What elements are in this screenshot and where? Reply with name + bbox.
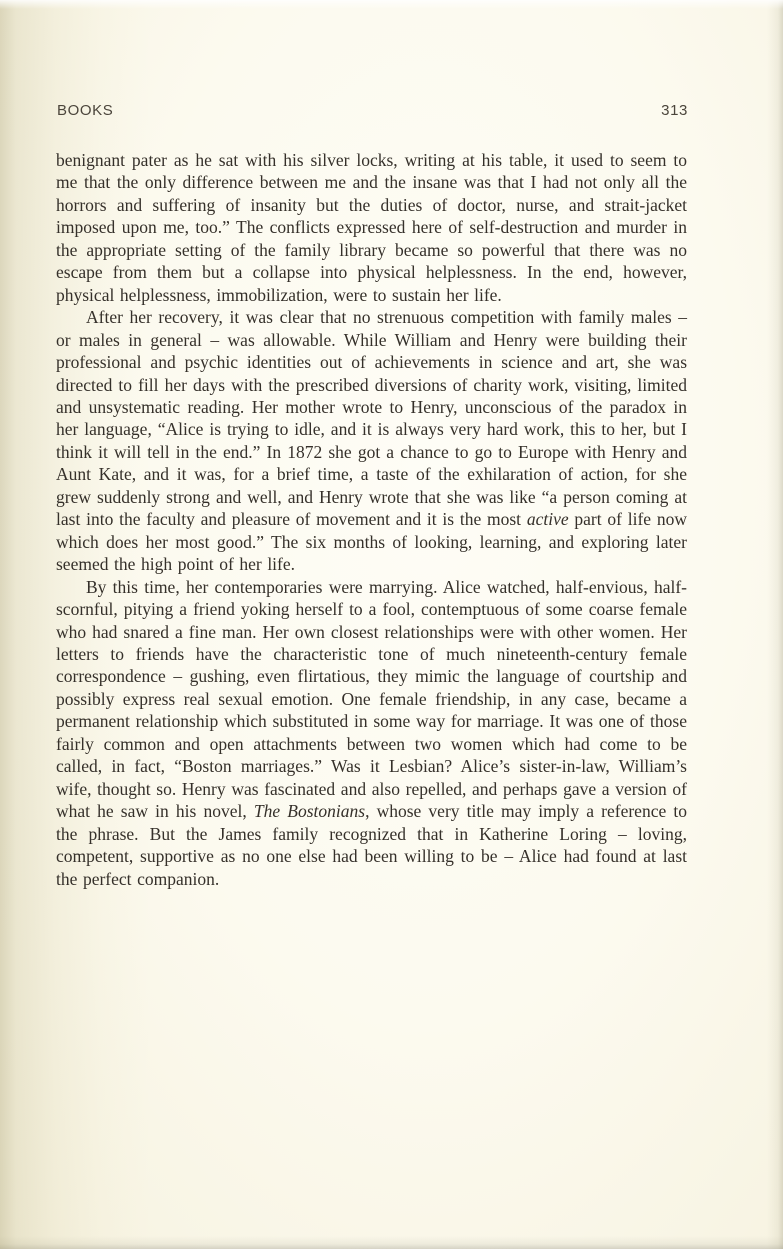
text-segment: benignant pater as he sat with his silver locks, writing at his table, it used to seem to me that the only difference between me and the insane was that I had not only all the horrors and suffering of insanity but the duties of doctor, nurse, and strait-jacket imposed upon me, too.” The conflicts expressed here of self-destruction and murder in the appropriate setting of the family library became so powerful that there was no escape from them but a collapse into physical helplessness. In the end, however, physical helplessness, immobilization, were to sustain her life. — [56, 150, 687, 305]
paragraph-2 — [56, 306, 687, 575]
running-head: BOOKS — [57, 102, 114, 119]
page-header — [57, 102, 688, 119]
text-segment: part of life now which does her most good.” The six months of looking, learning, and exploring later seemed the high point of her life. — [56, 509, 688, 575]
body-text — [56, 149, 687, 890]
text-segment: , whose very title may imply a reference to the phrase. But the James family recognized that in Katherine Loring – loving, competent, supportive as no one else had been willing to be – Alice had found at last the perfect companion. — [56, 801, 687, 889]
paragraph-3 — [56, 576, 687, 890]
text-segment: After her recovery, it was clear that no strenuous competition with family males – or males in general – was allowable. While William and Henry were building their professional and psychic identities out of achievements in science and art, she was directed to fill her days with the prescribed diversions of charity work, visiting, limited and unsystematic reading. Her mother wrote to Henry, unconscious of the paradox in her language, “Alice is trying to idle, and it is always very hard work, this to her, but I think it will tell in the end.” In 1872 she got a chance to go to Europe with Henry and Aunt Kate, and it was, for a brief time, a taste of the exhilaration of action, for she grew suddenly strong and well, and Henry wrote that she was like “a person coming at last into the faculty and pleasure of movement and it is the most — [56, 307, 687, 530]
italic-text-segment: active — [526, 509, 569, 530]
text-segment: By this time, her contemporaries were marrying. Alice watched, half-envious, half-scornful, pitying a friend yoking herself to a fool, contemptuous of some coarse female who had snared a fine man. Her own closest relationships were with other women. Her letters to friends have the characteristic tone of much nineteenth-century female correspondence – gushing, even flirtatious, they mimic the language of courtship and possibly express real sexual emotion. One female friendship, in any case, became a permanent relationship which substituted in some way for marriage. It was one of those fairly common and open attachments between two women which had come to be called, in fact, “Boston marriages.” Was it Lesbian? Alice’s sister-in-law, William’s wife, thought so. Henry was fascinated and also repelled, and perhaps gave a version of what he saw in his novel, — [56, 576, 687, 822]
italic-text-segment: The Bostonians — [253, 801, 366, 822]
paragraph-1 — [56, 149, 687, 306]
page-number: 313 — [661, 102, 688, 119]
